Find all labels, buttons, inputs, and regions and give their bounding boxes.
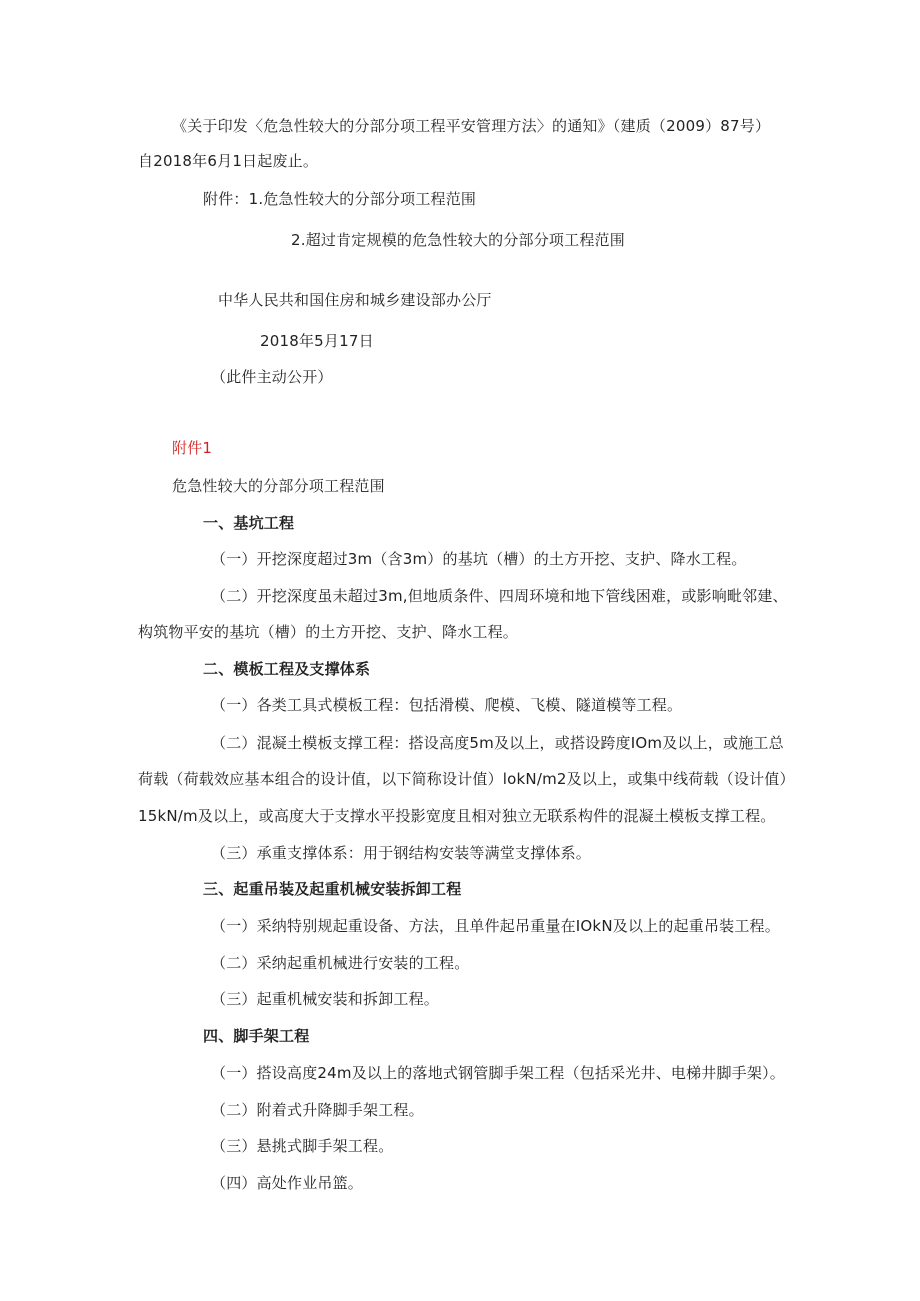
issue-date: 2018年5月17日 [260, 332, 374, 350]
issuer: 中华人民共和国住房和城乡建设部办公厅 [218, 291, 492, 309]
section-3-item-3: （三）起重机械安装和拆卸工程。 [211, 990, 440, 1008]
section-3-item-1: （一）采纳特别规起重设备、方法，且单件起吊重量在IOkN及以上的起重吊装工程。 [211, 917, 780, 935]
section-4-item-1: （一）搭设高度24m及以上的落地式钢管脚手架工程（包括采光井、电梯井脚手架）。 [211, 1064, 786, 1082]
section-1-item-1: （一）开挖深度超过3m（含3m）的基坑（槽）的土方开挖、支护、降水工程。 [211, 550, 747, 568]
section-2-item-2: （二）混凝土模板支撑工程：搭设高度5m及以上，或搭设跨度IOm及以上，或施工总 [211, 734, 784, 752]
section-1-item-2: （二）开挖深度虽未超过3m,但地质条件、四周环境和地下管线困难，或影响毗邻建、 [211, 587, 788, 605]
section-heading-3: 三、起重吊装及起重机械安装拆卸工程 [203, 880, 462, 898]
disclosure-note: （此件主动公开） [211, 368, 333, 386]
notice-line-2: 自2018年6月1日起废止。 [138, 152, 319, 170]
section-heading-1: 一、基坑工程 [203, 514, 295, 532]
section-1-item-2-cont: 构筑物平安的基坑（槽）的土方开挖、支护、降水工程。 [138, 623, 519, 641]
attachment-2: 2.超过肯定规模的危急性较大的分部分项工程范围 [291, 231, 625, 249]
section-2-item-3: （三）承重支撑体系：用于钢结构安装等满堂支撑体系。 [211, 844, 592, 862]
attachments-label: 附件：1.危急性较大的分部分项工程范围 [203, 190, 477, 208]
section-2-item-2-cont-2: 15kN∕m及以上，或高度大于支撑水平投影宽度且相对独立无联系构件的混凝土模板支撑工程。 [138, 807, 776, 825]
section-heading-2: 二、模板工程及支撑体系 [203, 660, 371, 678]
section-4-item-2: （二）附着式升降脚手架工程。 [211, 1101, 424, 1119]
section-2-item-2-cont-1: 荷载（荷载效应基本组合的设计值，以下简称设计值）lokN/m2及以上，或集中线荷载（设计值） [138, 770, 795, 788]
section-2-item-1: （一）各类工具式模板工程：包括滑模、爬模、飞模、隧道模等工程。 [211, 696, 683, 714]
section-heading-4: 四、脚手架工程 [203, 1027, 310, 1045]
section-3-item-2: （二）采纳起重机械进行安装的工程。 [211, 954, 470, 972]
notice-line-1: 《关于印发〈危急性较大的分部分项工程平安管理方法〉的通知》（建质（2009）87号） [172, 117, 771, 135]
annex-label: 附件1 [172, 439, 213, 457]
section-4-item-4: （四）高处作业吊篮。 [211, 1174, 364, 1192]
annex-title: 危急性较大的分部分项工程范围 [172, 477, 385, 495]
section-4-item-3: （三）悬挑式脚手架工程。 [211, 1137, 394, 1155]
